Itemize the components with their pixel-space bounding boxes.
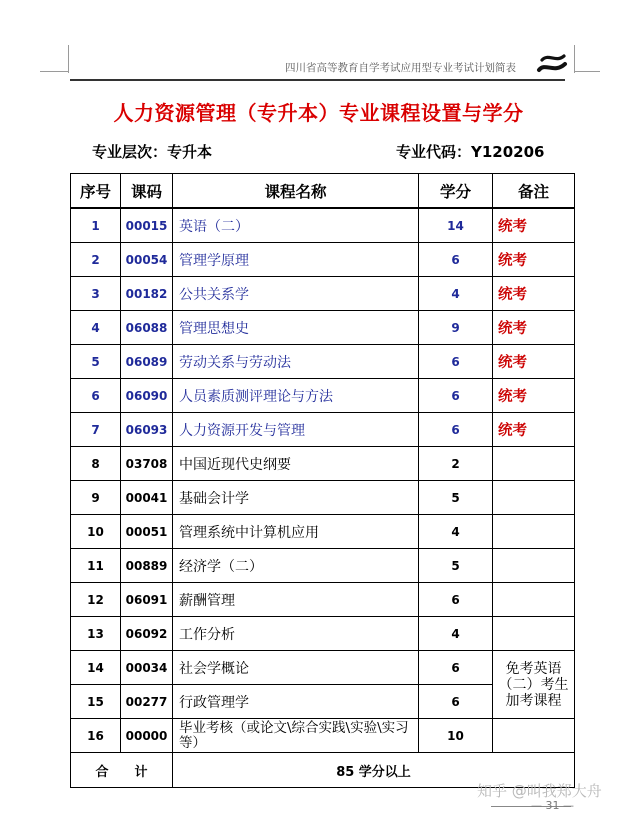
row-no: 11 <box>71 549 121 583</box>
major-level: 专业层次：专升本 <box>92 143 213 161</box>
header-no: 序号 <box>71 174 121 209</box>
row-code: 00034 <box>121 651 173 685</box>
row-credit: 10 <box>419 719 493 753</box>
header-note: 备注 <box>493 174 575 209</box>
table-row <box>71 515 575 549</box>
row-no: 4 <box>71 311 121 345</box>
row-code: 00182 <box>121 277 173 311</box>
row-no: 8 <box>71 447 121 481</box>
header-name: 课程名称 <box>173 174 419 209</box>
row-code: 00041 <box>121 481 173 515</box>
row-credit: 4 <box>419 617 493 651</box>
row-note <box>493 447 575 481</box>
row-note <box>493 515 575 549</box>
page-number: — 31 — <box>531 799 574 812</box>
row-note: 统考 <box>493 413 575 447</box>
row-name: 公共关系学 <box>173 277 419 311</box>
row-code: 00889 <box>121 549 173 583</box>
row-name: 人员素质测评理论与方法 <box>173 379 419 413</box>
row-code: 06093 <box>121 413 173 447</box>
table-row <box>71 481 575 515</box>
crop-mark <box>68 45 69 73</box>
row-note: 统考 <box>493 311 575 345</box>
table-header-row <box>71 174 575 209</box>
table-row <box>71 277 575 311</box>
row-note <box>493 549 575 583</box>
row-name: 社会学概论 <box>173 651 419 685</box>
row-name: 中国近现代史纲要 <box>173 447 419 481</box>
row-name: 工作分析 <box>173 617 419 651</box>
row-no: 12 <box>71 583 121 617</box>
row-note: 统考 <box>493 345 575 379</box>
row-code: 06089 <box>121 345 173 379</box>
table-row <box>71 617 575 651</box>
table-row <box>71 413 575 447</box>
watermark: 知乎 @叫我郑大舟 <box>477 782 602 800</box>
row-no: 5 <box>71 345 121 379</box>
row-code: 06090 <box>121 379 173 413</box>
row-note <box>493 481 575 515</box>
row-no: 7 <box>71 413 121 447</box>
row-credit: 5 <box>419 481 493 515</box>
total-label <box>71 753 173 788</box>
row-note <box>493 617 575 651</box>
wave-logo-icon <box>536 50 568 76</box>
row-no: 16 <box>71 719 121 753</box>
row-no: 3 <box>71 277 121 311</box>
crop-mark <box>40 71 68 72</box>
row-code: 00054 <box>121 243 173 277</box>
row-credit: 6 <box>419 243 493 277</box>
row-credit: 6 <box>419 651 493 685</box>
page-title: 人力资源管理（专升本）专业课程设置与学分 <box>113 101 524 125</box>
crop-mark <box>574 71 600 72</box>
table-row <box>71 719 575 753</box>
row-note: 统考 <box>493 243 575 277</box>
row-name: 劳动关系与劳动法 <box>173 345 419 379</box>
row-credit: 6 <box>419 685 493 719</box>
row-note: 统考 <box>493 277 575 311</box>
table-row <box>71 583 575 617</box>
table-row <box>71 208 575 243</box>
row-credit: 2 <box>419 447 493 481</box>
row-no: 14 <box>71 651 121 685</box>
table-row <box>71 447 575 481</box>
row-credit: 6 <box>419 583 493 617</box>
row-no: 1 <box>71 208 121 243</box>
row-name: 管理系统中计算机应用 <box>173 515 419 549</box>
row-name: 薪酬管理 <box>173 583 419 617</box>
row-name: 基础会计学 <box>173 481 419 515</box>
major-code: 专业代码：Y120206 <box>396 143 545 161</box>
row-name: 人力资源开发与管理 <box>173 413 419 447</box>
total-label-text: 合 计 <box>95 764 148 780</box>
row-name: 毕业考核（或论文\综合实践\实验\实习等） <box>173 719 419 753</box>
table-row <box>71 651 575 685</box>
row-code: 00000 <box>121 719 173 753</box>
row-code: 03708 <box>121 447 173 481</box>
table-row <box>71 243 575 277</box>
merged-note: 免考英语（二）考生加考课程 <box>493 651 575 719</box>
row-note <box>493 719 575 753</box>
header-note: 四川省高等教育自学考试应用型专业考试计划简表 <box>285 62 516 74</box>
row-credit: 9 <box>419 311 493 345</box>
row-no: 9 <box>71 481 121 515</box>
row-note: 统考 <box>493 379 575 413</box>
table-row <box>71 549 575 583</box>
row-code: 06091 <box>121 583 173 617</box>
row-note <box>493 583 575 617</box>
course-table <box>70 173 575 788</box>
row-code: 00277 <box>121 685 173 719</box>
row-code: 00015 <box>121 208 173 243</box>
header-code: 课码 <box>121 174 173 209</box>
row-no: 15 <box>71 685 121 719</box>
row-no: 13 <box>71 617 121 651</box>
row-name: 英语（二） <box>173 208 419 243</box>
row-no: 6 <box>71 379 121 413</box>
row-note: 统考 <box>493 208 575 243</box>
table-row <box>71 379 575 413</box>
table-row <box>71 311 575 345</box>
row-no: 2 <box>71 243 121 277</box>
row-credit: 5 <box>419 549 493 583</box>
table-row <box>71 345 575 379</box>
row-credit: 14 <box>419 208 493 243</box>
row-code: 06088 <box>121 311 173 345</box>
row-credit: 6 <box>419 413 493 447</box>
row-credit: 6 <box>419 345 493 379</box>
row-code: 00051 <box>121 515 173 549</box>
header-rule <box>70 79 565 81</box>
row-code: 06092 <box>121 617 173 651</box>
row-credit: 6 <box>419 379 493 413</box>
row-no: 10 <box>71 515 121 549</box>
row-name: 行政管理学 <box>173 685 419 719</box>
crop-mark <box>574 45 575 73</box>
row-name: 经济学（二） <box>173 549 419 583</box>
row-credit: 4 <box>419 515 493 549</box>
row-name: 管理思想史 <box>173 311 419 345</box>
row-name: 管理学原理 <box>173 243 419 277</box>
row-credit: 4 <box>419 277 493 311</box>
total-value: 85 学分以上 <box>173 753 575 788</box>
header-credit: 学分 <box>419 174 493 209</box>
